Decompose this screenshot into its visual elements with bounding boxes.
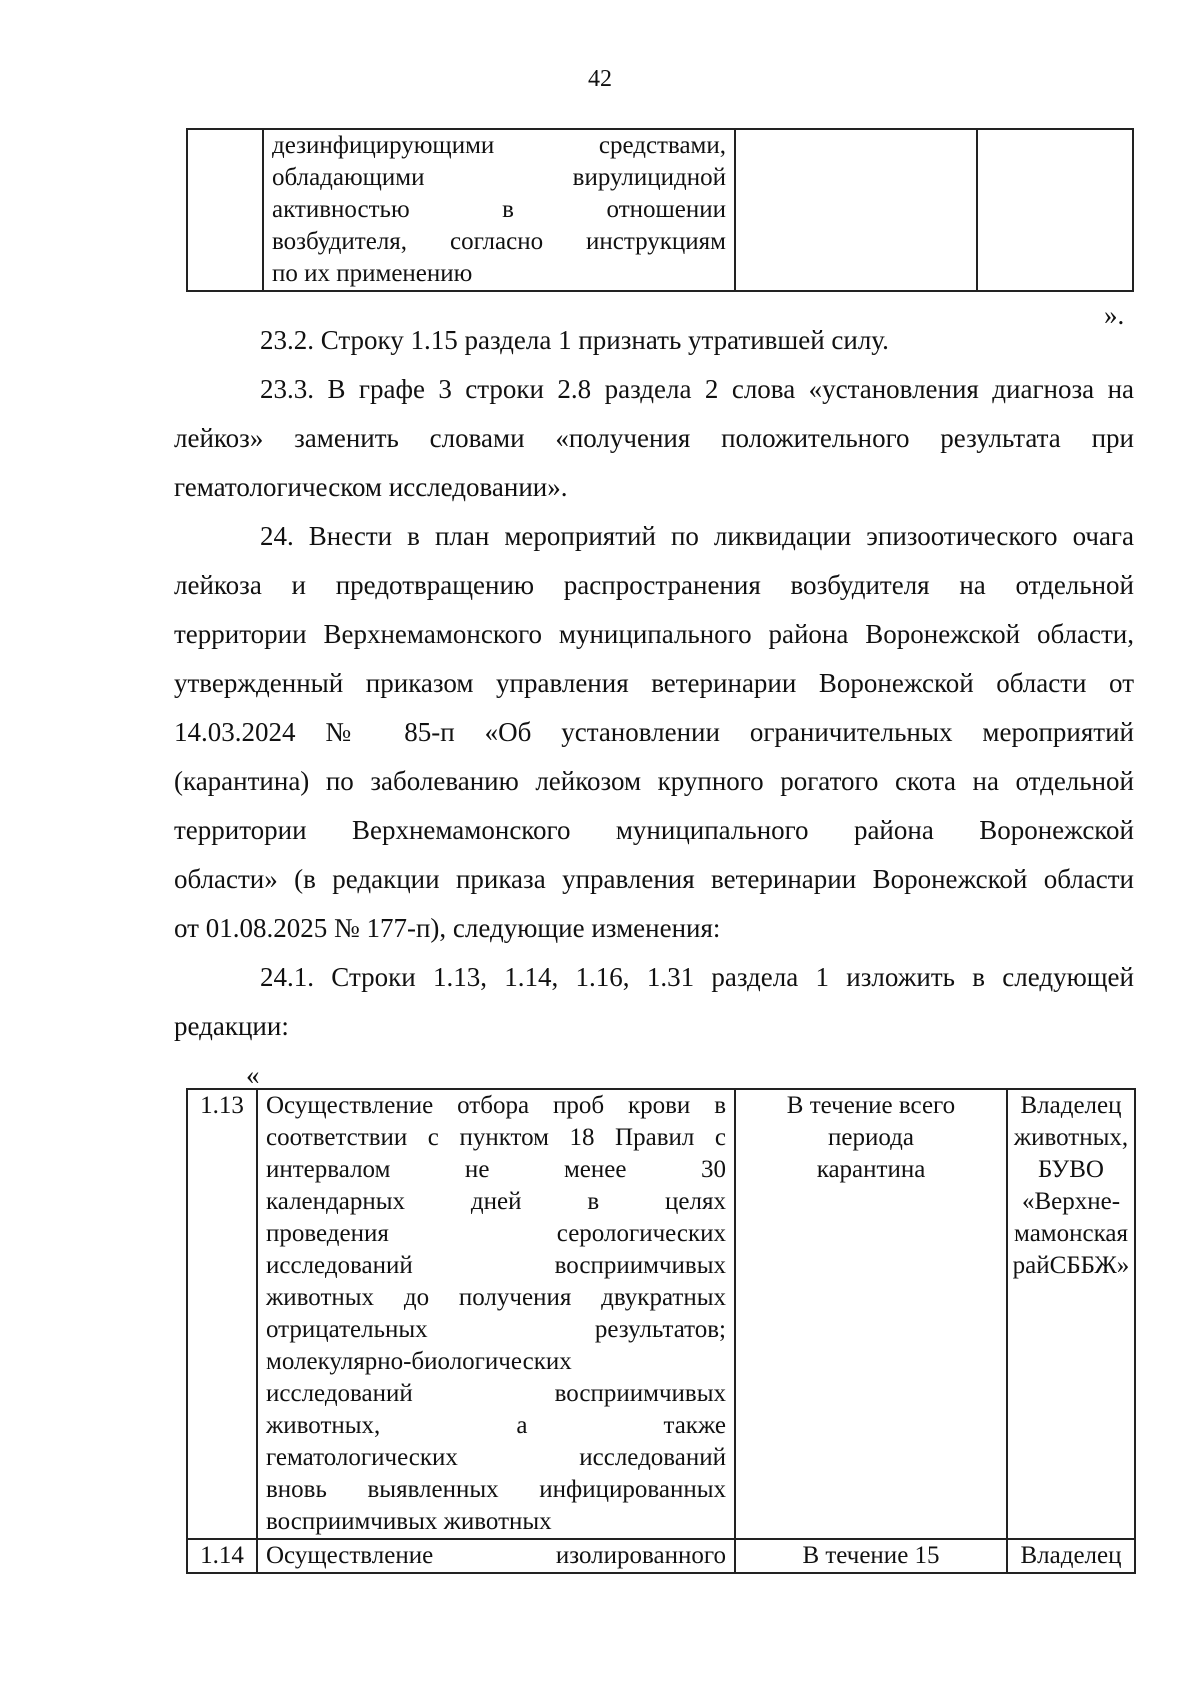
line: «Верхне- bbox=[1021, 1188, 1121, 1215]
line: животных до получения двукратных bbox=[266, 1284, 726, 1311]
paragraph-line: (карантина) по заболеванию лейкозом крупного рогатого скота на отдельной bbox=[174, 766, 1134, 796]
line: Владелец bbox=[1020, 1092, 1122, 1119]
cell-description bbox=[257, 1089, 735, 1539]
table-row bbox=[187, 129, 1133, 291]
paragraph-23-3 bbox=[174, 365, 1134, 512]
line: животных, а также bbox=[266, 1412, 726, 1439]
line: БУВО bbox=[1038, 1156, 1104, 1183]
line: Осуществление изолированного bbox=[266, 1542, 726, 1569]
line: восприимчивых животных bbox=[266, 1508, 552, 1535]
line: активностью в отношении bbox=[272, 196, 726, 223]
line: В течение 15 bbox=[802, 1542, 940, 1569]
cell-responsible bbox=[1007, 1089, 1135, 1539]
line: карантина bbox=[816, 1156, 926, 1183]
cell-number: 1.13 bbox=[187, 1089, 257, 1539]
cell-number bbox=[187, 129, 263, 291]
paragraph-line: 24. Внести в план мероприятий по ликвидации эпизоотического очага bbox=[260, 521, 1134, 551]
table-row bbox=[187, 1539, 1135, 1573]
paragraph-line: лейкоза и предотвращению распространения возбудителя на отдельной bbox=[174, 570, 1134, 600]
line: Осуществление отбора проб крови в bbox=[266, 1092, 726, 1119]
cell-responsible bbox=[977, 129, 1133, 291]
paragraph-line: территории Верхнемамонского муниципального района Воронежской bbox=[174, 815, 1134, 845]
paragraph-24-1 bbox=[174, 953, 1134, 1051]
line: гематологических исследований bbox=[266, 1444, 726, 1471]
paragraph-line: 14.03.2024 № 85-п «Об установлении ограничительных мероприятий bbox=[174, 717, 1134, 747]
cell-description bbox=[257, 1539, 735, 1573]
paragraph-line: 23.3. В графе 3 строки 2.8 раздела 2 слова «установления диагноза на bbox=[260, 374, 1134, 404]
line: дезинфицирующими средствами, bbox=[272, 132, 726, 159]
closing-quote: ». bbox=[1104, 300, 1125, 330]
opening-quote: « bbox=[246, 1060, 260, 1090]
paragraph-24 bbox=[174, 512, 1134, 953]
line: календарных дней в целях bbox=[266, 1188, 726, 1215]
cell-term bbox=[735, 1089, 1007, 1539]
table-row bbox=[187, 1089, 1135, 1539]
line: исследований восприимчивых bbox=[266, 1252, 726, 1279]
line: периода bbox=[828, 1124, 914, 1151]
line: соответствии с пунктом 18 Правил с bbox=[266, 1124, 726, 1151]
cell-description bbox=[263, 129, 735, 291]
line: возбудителя, согласно инструкциям bbox=[272, 228, 726, 255]
continued-table bbox=[186, 128, 1134, 292]
line: по их применению bbox=[272, 260, 473, 287]
paragraph-line: территории Верхнемамонского муниципального района Воронежской области, bbox=[174, 619, 1134, 649]
line: Владелец bbox=[1020, 1542, 1122, 1569]
paragraph-23-2 bbox=[174, 316, 1134, 365]
paragraph-line: лейкоз» заменить словами «получения положительного результата при bbox=[174, 423, 1134, 453]
paragraph-line: редакции: bbox=[174, 1011, 289, 1041]
cell-number: 1.14 bbox=[187, 1539, 257, 1573]
line: мамонская bbox=[1014, 1220, 1128, 1247]
paragraph-line: 23.2. Строку 1.15 раздела 1 признать утратившей силу. bbox=[260, 325, 889, 355]
line: интервалом не менее 30 bbox=[266, 1156, 726, 1183]
line: обладающими вирулицидной bbox=[272, 164, 726, 191]
paragraph-line: утвержденный приказом управления ветеринарии Воронежской области от bbox=[174, 668, 1134, 698]
line: отрицательных результатов; bbox=[266, 1316, 726, 1343]
line: животных, bbox=[1013, 1124, 1129, 1151]
paragraph-line: 24.1. Строки 1.13, 1.14, 1.16, 1.31 раздела 1 изложить в следующей bbox=[260, 962, 1134, 992]
line: исследований восприимчивых bbox=[266, 1380, 726, 1407]
line: проведения серологических bbox=[266, 1220, 726, 1247]
cell-term bbox=[735, 1539, 1007, 1573]
measures-table bbox=[186, 1088, 1136, 1574]
line: В течение всего bbox=[786, 1092, 956, 1119]
paragraph-line: от 01.08.2025 № 177-п), следующие изменения: bbox=[174, 913, 721, 943]
line: вновь выявленных инфицированных bbox=[266, 1476, 726, 1503]
line: молекулярно-биологических bbox=[266, 1348, 572, 1375]
cell-term bbox=[735, 129, 977, 291]
page-number: 42 bbox=[588, 66, 612, 92]
paragraph-line: области» (в редакции приказа управления ветеринарии Воронежской области bbox=[174, 864, 1134, 894]
cell-responsible bbox=[1007, 1539, 1135, 1573]
line: райСББЖ» bbox=[1012, 1252, 1130, 1279]
paragraph-line: гематологическом исследовании». bbox=[174, 472, 568, 502]
